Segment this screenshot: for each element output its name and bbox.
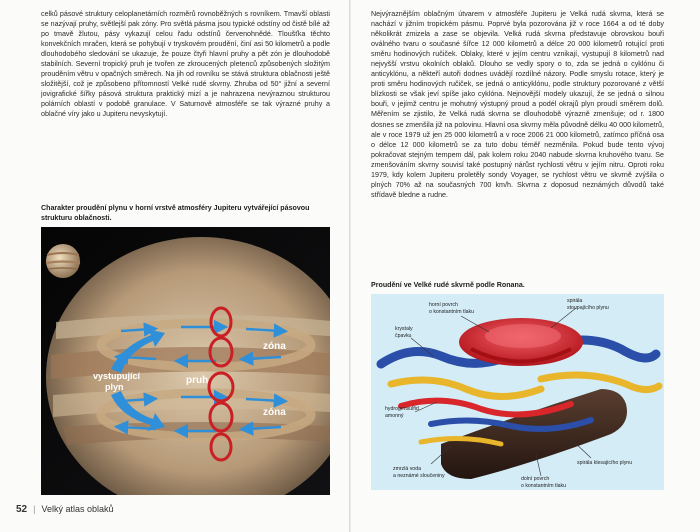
label-frozen-water-1: zmrzlá voda <box>393 466 421 472</box>
label-ice-crystals-2: čpavku <box>395 333 412 339</box>
footer-separator: | <box>33 504 36 514</box>
label-upper-surface-1: horní povrch <box>429 302 458 308</box>
label-ascending-spiral-1: spirála <box>567 298 583 304</box>
book-title: Velký atlas oblaků <box>41 504 114 514</box>
label-lower-surface-1: dolní povrch <box>521 476 550 482</box>
label-zone-lower: zóna <box>263 407 286 418</box>
page-footer <box>16 503 114 516</box>
right-figure-caption: Proudění ve Velké rudé skvrně podle Ronana. <box>371 281 525 289</box>
jupiter-flow-figure <box>41 227 330 495</box>
great-red-spot-illustration <box>371 294 664 490</box>
label-descending-spiral: spirála klesajícího plynu <box>577 460 633 466</box>
right-body-text: Nejvýraznějším oblačným útvarem v atmosféře Jupiteru je Velká rudá skvrna, která se nachází v jižním tropickém pásmu. Poprvé byla pozorována již v roce 1664 a od té doby několikrát zmizela a zase se objevila. Velká rudá skvrna představuje obrovskou bouři oválného tvaru o současné šířce 12 000 kilometrů a délce 20 000 kilometrů rotující proti směru hodinových ručiček. Oblaky, které v jejím centru vznikají, vystupují 8 kilometrů nad nejvyšší vrstvu okolních oblaků. Dlouho se vedly spory o to, zda se jedná o cyklónu či anticyklónu, a někteří autoři dodnes uvádějí rozdílné názory. Podle smyslu rotace, který je proti směru hodinových ručiček, se jedná o anticyklónu, podle struktury pozorované z větší blízkosti se však jeví spíše jako cyklóna. Nejnovější modely ukazují, že se jedná o silnou bouři, v jejímž centru je mohutný výstupný proud a podél okrajů plyn proudí směrem dolů. Měřením se zjistilo, že Velká rudá skvrna se dlouhodobě výrazně zmenšuje; od r. 1800 dosnes se zmenšila již na polovinu. Hlavní osa skvrny měla původně délku 40 000 kilometrů, ale v roce 1979 už jen 25 000 kilometrů a v roce 2006 21 000 kilometrů, zatímco příčná osa o délce 12 000 kilometrů se za tuto dobu téměř nezměnila. Pokud bude tento vývoj pokračovat stejným tempem dál, pak kolem roku 2040 nabude skvrna kruhového tvaru. Se zmenšováním skvrny souvisí také postupný nárůst rychlosti větru v jejím nitru. Oproti roku 1979, kdy kolem Jupiteru proletěly sondy Voyager, se rychlost větru ve skvrně zvýšila o plných 70% až na současných 700 km/h. Skvrna z doposud neznámých důvodů také střídavě bledne a rudne. <box>371 10 664 199</box>
label-ice-crystals-1: krystaly <box>395 326 413 332</box>
small-jupiter <box>46 244 80 278</box>
left-body-text: celků pásové struktury celoplanetárních rozměrů rovnoběžných s rovníkem. Tmavší oblasti se nazývají pruhy, světlejší pak zóny. Pro světlá pásma jsou typické odstíny od čistě bílé až po tmavě žlutou, pásy vykazují celou řadu odstínů červenohnědé. Tloušťka těchto konvekčních mračen, která se pohybují v tryskovém proudění, činí asi 50 kilometrů a podle dlouhodobého sledování se ukazuje, že pouze čtyři hlavní pruhy a pět zón je dlouhodobě stabilních. Severní tropický pruh je tvořen ze zkroucených pletenců způsobených složitým prouděním větru v opačných směrech. Na jih od rovníku se stává struktura oblačnosti ještě složitější, což je způsobeno přítomností Velké rudé skvrny. Zhruba od 50° jižní a severní jovigrafické šířky pásová struktura praktický mizí a je nahrazena nevýraznou strukturou polárních oblastí v podobě granulace. V Saturnově atmosféře se tak výrazné pruhy a oblačné víry jako u Jupiteru nevyskytují. <box>41 10 330 119</box>
label-upper-surface-2: o konstantním tlaku <box>429 309 474 315</box>
left-figure-caption: Charakter proudění plynu v horní vrstvě atmosféry Jupiteru vytvářející pásovou strukturu oblačnosti. <box>41 204 310 222</box>
label-lower-surface-2: o konstantním tlaku <box>521 483 566 489</box>
label-band: pruh <box>186 375 209 386</box>
label-ascending-spiral-2: stoupajícího plynu <box>567 305 609 311</box>
label-hydrosulfide-2: amonný <box>385 413 404 419</box>
page-number: 52 <box>16 504 28 515</box>
great-red-spot-diagram <box>371 294 664 490</box>
label-rising-gas-2: plyn <box>105 382 124 392</box>
label-frozen-water-2: a neznámé sloučeniny <box>393 473 445 479</box>
label-rising-gas-1: vystupující <box>93 371 141 381</box>
label-zone-upper: zóna <box>263 341 286 352</box>
label-hydrosulfide-1: hydrogensulfid <box>385 406 419 412</box>
jupiter-flow-illustration <box>41 227 330 495</box>
